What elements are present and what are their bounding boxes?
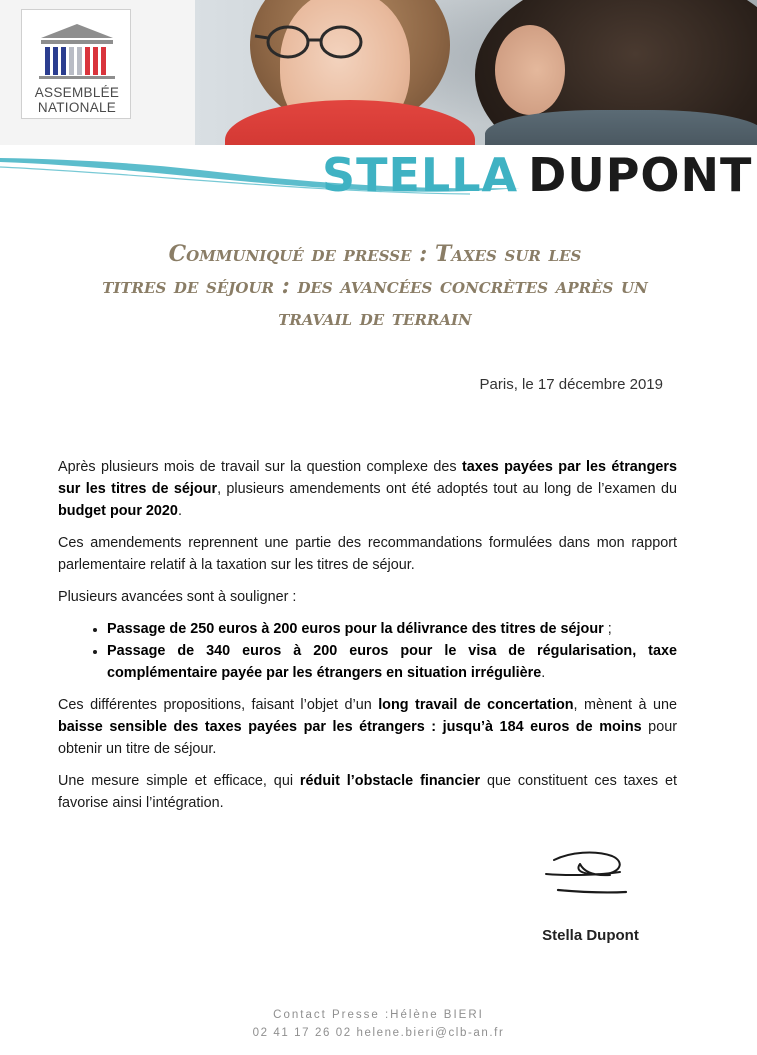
assemblee-building-icon (31, 16, 123, 86)
list-item-bold: Passage de 250 euros à 200 euros pour la délivrance des titres de séjour (107, 621, 604, 637)
footer-phone-email: 02 41 17 26 02 helene.bieri@clb-an.fr (252, 1027, 505, 1039)
paragraph-1-text-b: , plusieurs amendements ont été adoptés tout au long de l’examen du (217, 481, 677, 497)
advances-list (58, 618, 677, 684)
paragraph-4-text-a: Ces différentes propositions, faisant l’objet d’un (58, 697, 379, 713)
paragraph-1-bold-a: taxes payées par les étrangers sur les titres de séjour (58, 459, 677, 497)
glasses-icon (253, 22, 373, 62)
press-release-body (58, 456, 677, 824)
paragraph-4-bold-b: baisse sensible des taxes payées par les étrangers : jusqu’à 184 euros de moins (58, 719, 642, 735)
assemblee-nationale-logo (21, 9, 131, 119)
paragraph-1-bold-b: budget pour 2020 (58, 503, 178, 519)
paragraph-1-text-c: . (177, 503, 182, 519)
brand-last-name: DUPONT (528, 148, 753, 202)
logo-text-line2: NATIONALE (37, 100, 117, 115)
paragraph-4-bold-a: long travail de concertation (378, 697, 574, 713)
date-line: Paris, le 17 décembre 2019 (479, 376, 663, 393)
paragraph-2: Ces amendements reprennent une partie des recommandations formulées dans mon rapport parlementaire relatif à la taxation sur les titres de séjour. (58, 535, 677, 573)
photo-person-right-face (495, 25, 565, 115)
paragraph-4 (58, 694, 677, 760)
paragraph-3: Plusieurs avancées sont à souligner : (58, 589, 297, 605)
logo-text-line1: ASSEMBLÉE (34, 85, 120, 100)
paragraph-5-bold-a: réduit l’obstacle financier (299, 773, 481, 789)
signatory-name: Stella Dupont (542, 927, 639, 944)
paragraph-4-text-c: pour obtenir un titre de séjour. (58, 719, 677, 757)
title-line-2: titres de séjour : des avancées concrètes après un (102, 273, 648, 299)
footer-contact-line: Contact Presse :Hélène BIERI (273, 1009, 484, 1021)
paragraph-1 (58, 456, 677, 522)
press-release-title (45, 238, 705, 334)
paragraph-4-text-b: , mènent à une (573, 697, 677, 713)
list-item-bold: Passage de 340 euros à 200 euros pour le visa de régularisation, taxe complémentaire payée par les étrangers en situation irrégulière (107, 643, 677, 681)
paragraph-5 (58, 770, 677, 814)
header-photo (195, 0, 757, 145)
paragraph-5-text-a: Une mesure simple et efficace, qui (58, 773, 300, 789)
footer-contact (0, 1006, 757, 1042)
brand-wordmark (322, 150, 752, 200)
paragraph-5-text-b: que constituent ces taxes et favorise ainsi l’intégration. (58, 773, 677, 811)
handwritten-signature (540, 848, 640, 900)
title-line-3: travail de terrain (278, 305, 472, 331)
header-banner (0, 0, 757, 145)
title-line-1: Communiqué de presse : Taxes sur les (168, 241, 582, 267)
paragraph-1-text-a: Après plusieurs mois de travail sur la question complexe des (58, 459, 462, 475)
list-item (107, 640, 677, 684)
list-item (107, 618, 677, 640)
brand-first-name: STELLA (322, 148, 519, 202)
list-item-text: ; (603, 621, 612, 637)
list-item-text: . (541, 665, 546, 681)
